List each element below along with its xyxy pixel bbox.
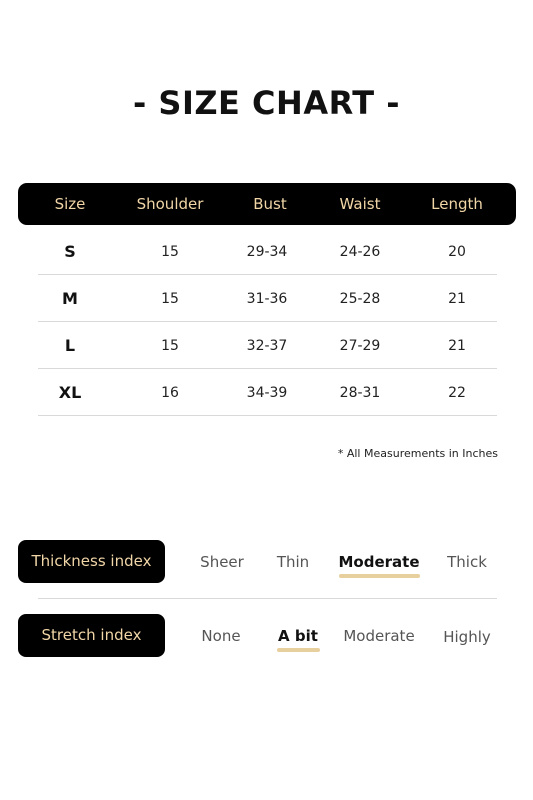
measurement-note: * All Measurements in Inches xyxy=(337,447,498,460)
length-cell: 20 xyxy=(448,244,466,260)
shoulder-cell: 16 xyxy=(161,385,179,401)
size-cell: S xyxy=(64,242,76,261)
stretch-option-a-bit: A bit xyxy=(278,627,318,645)
stretch-selected-underline xyxy=(277,648,320,652)
bust-cell: 34-39 xyxy=(246,385,288,401)
header-waist: Waist xyxy=(339,195,381,213)
thickness-option-moderate: Moderate xyxy=(338,553,420,571)
table-row xyxy=(38,276,497,322)
shoulder-cell: 15 xyxy=(161,291,179,307)
stretch-option-none: None xyxy=(201,627,241,645)
row-divider xyxy=(38,274,497,275)
section-divider xyxy=(38,598,497,599)
size-cell: L xyxy=(64,336,76,355)
bust-cell: 29-34 xyxy=(246,244,288,260)
row-divider xyxy=(38,368,497,369)
bust-cell: 32-37 xyxy=(246,338,288,354)
thickness-option-sheer: Sheer xyxy=(200,553,244,571)
table-row xyxy=(38,370,497,416)
stretch-index-label: Stretch index xyxy=(18,614,165,657)
bust-cell: 31-36 xyxy=(246,291,288,307)
header-bust: Bust xyxy=(253,195,287,213)
page-title: - SIZE CHART - xyxy=(132,84,401,122)
table-row xyxy=(38,229,497,275)
header-length: Length xyxy=(431,195,483,213)
length-cell: 21 xyxy=(448,338,466,354)
waist-cell: 25-28 xyxy=(339,291,381,307)
stretch-option-moderate: Moderate xyxy=(343,627,415,645)
table-header xyxy=(18,183,516,225)
size-cell: M xyxy=(62,289,78,308)
header-size: Size xyxy=(54,195,86,213)
header-shoulder: Shoulder xyxy=(136,195,204,213)
row-divider xyxy=(38,415,497,416)
row-divider xyxy=(38,321,497,322)
shoulder-cell: 15 xyxy=(161,244,179,260)
thickness-selected-underline xyxy=(339,574,420,578)
shoulder-cell: 15 xyxy=(161,338,179,354)
thickness-index-label: Thickness index xyxy=(18,540,165,583)
size-cell: XL xyxy=(58,383,82,402)
stretch-option-highly: Highly xyxy=(443,628,491,646)
thickness-option-thick: Thick xyxy=(447,553,487,571)
length-cell: 21 xyxy=(448,291,466,307)
thickness-option-thin: Thin xyxy=(276,553,310,571)
length-cell: 22 xyxy=(448,385,466,401)
table-row xyxy=(38,323,497,369)
waist-cell: 27-29 xyxy=(339,338,381,354)
waist-cell: 24-26 xyxy=(339,244,381,260)
waist-cell: 28-31 xyxy=(339,385,381,401)
